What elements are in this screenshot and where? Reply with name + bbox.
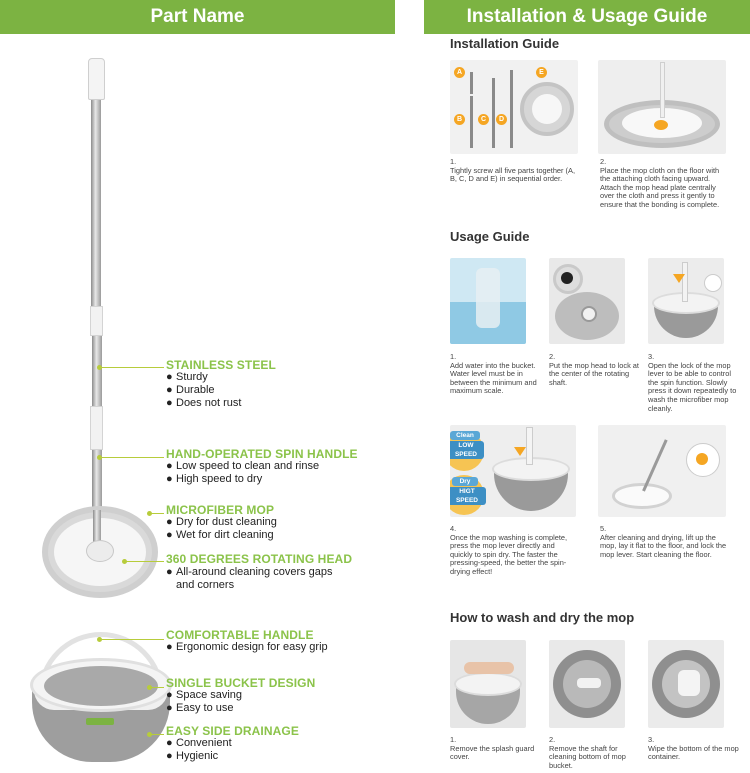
installation-heading: Installation Guide xyxy=(450,36,560,51)
leader-handle xyxy=(100,457,164,458)
feature-item: ● Ergonomic design for easy grip xyxy=(166,641,328,653)
feature-title: HAND-OPERATED SPIN HANDLE xyxy=(166,447,358,461)
leader-dot-head xyxy=(122,559,127,564)
part-d-rod xyxy=(510,70,513,148)
feature-item: ● Convenient xyxy=(166,737,232,749)
clean-label: Clean xyxy=(450,431,480,440)
part-b-rod xyxy=(470,96,473,148)
bucket-logo xyxy=(86,718,114,725)
usage-step-4: 4. Once the mop washing is complete, press the mop lever directly and quickly to spin dry. The faster the pressing-speed, the better the spin-drying effect! xyxy=(450,524,568,576)
hands xyxy=(464,662,514,674)
usage-lock-image xyxy=(549,258,625,344)
bucket-inner xyxy=(44,666,158,706)
low-speed-label: LOW SPEED xyxy=(450,441,484,459)
wash-step-2: 2. Remove the shaft for cleaning bottom of mop bucket. xyxy=(549,735,626,770)
wash-shaft-image xyxy=(549,640,625,728)
leader-dot-drain xyxy=(147,732,152,737)
part-c-rod xyxy=(492,78,495,148)
leader-steel xyxy=(100,367,164,368)
steel-pole-upper xyxy=(91,100,101,306)
lever-zoom xyxy=(704,274,722,292)
feature-item: ● Low speed to clean and rinse xyxy=(166,460,320,472)
usage-press-image xyxy=(648,258,724,344)
feature-item: ● High speed to dry xyxy=(166,473,263,485)
high-speed-label: HIGT SPEED xyxy=(450,487,486,505)
install-attach-image xyxy=(598,60,726,154)
wash-wipe-image xyxy=(648,640,724,728)
mop-lever-4 xyxy=(526,427,533,465)
leader-dot-bucket xyxy=(147,685,152,690)
install-parts-image xyxy=(450,60,578,154)
spin-handle-grip xyxy=(90,406,103,450)
feature-title: MICROFIBER MOP xyxy=(166,503,275,517)
leader-dot-comfort xyxy=(97,637,102,642)
leader-comfort xyxy=(100,639,164,640)
feature-item: ● All-around cleaning covers gaps xyxy=(166,566,333,578)
part-label-a: A xyxy=(454,67,465,78)
feature-item: ● Sturdy xyxy=(166,371,208,383)
feature-item: ● Space saving xyxy=(166,689,243,701)
leader-mop xyxy=(150,513,164,514)
usage-step-1: 1. Add water into the bucket. Water level must be in between the minimum and maximum scale. xyxy=(450,352,537,396)
feature-item: ● Dry for dust cleaning xyxy=(166,516,277,528)
guide-title: Installation & Usage Guide xyxy=(466,6,708,27)
install-step-2: 2. Place the mop cloth on the floor with the attaching cloth facing upward. Attach the mop head plate centrally over the cloth and press it gently to ensure that the bonding is complete. xyxy=(600,157,720,209)
install-step-1: 1. Tightly screw all five parts together (A, B, C, D and E) in sequential order. xyxy=(450,157,576,184)
usage-spin-image xyxy=(450,425,576,517)
feature-item: ● Easy to use xyxy=(166,702,234,714)
feature-item: ● Does not rust xyxy=(166,397,242,409)
press-indicator xyxy=(654,120,668,130)
leader-dot-steel xyxy=(97,365,102,370)
feature-item: ● Durable xyxy=(166,384,215,396)
usage-step-2: 2. Put the mop head to lock at the center of the rotating shaft. xyxy=(549,352,639,387)
wash-step-1: 1. Remove the splash guard cover. xyxy=(450,735,535,762)
leader-drain xyxy=(150,734,164,735)
wiping-cloth xyxy=(678,670,700,696)
leader-head xyxy=(125,561,164,562)
feature-item: and corners xyxy=(176,579,235,591)
wash-guard-image xyxy=(450,640,526,728)
pole-top-cap xyxy=(88,58,105,100)
press-down-arrow xyxy=(673,274,685,283)
usage-step-3: 3. Open the lock of the mop lever to be able to control the spin function. Slowly press it down repeatedly to wash the microfiber mop cleanly. xyxy=(648,352,737,413)
leader-dot-handle xyxy=(97,455,102,460)
rotating-shaft xyxy=(581,306,597,322)
shaft xyxy=(577,678,601,688)
part-label-b: B xyxy=(454,114,465,125)
mop-on-floor xyxy=(612,483,672,509)
leader-bucket xyxy=(150,687,164,688)
feature-title: EASY SIDE DRAINAGE xyxy=(166,724,299,738)
feature-item: ● Hygienic xyxy=(166,750,219,762)
usage-water-image xyxy=(450,258,526,344)
rotating-head-hub xyxy=(86,540,114,562)
feature-title: SINGLE BUCKET DESIGN xyxy=(166,676,316,690)
pole-connector xyxy=(90,306,103,336)
part-label-c: C xyxy=(478,114,489,125)
feature-item: ● Wet for dirt cleaning xyxy=(166,529,274,541)
mop-pole xyxy=(660,62,665,118)
usage-step-5: 5. After cleaning and drying, lift up the mop, lay it flat to the floor, and lock the mop lever. Start cleaning the floor. xyxy=(600,524,727,559)
part-a-rod xyxy=(470,72,473,94)
part-label-e: E xyxy=(536,67,547,78)
steel-pole-middle xyxy=(92,336,102,406)
wash-step-3: 3. Wipe the bottom of the mop container. xyxy=(648,735,739,762)
wash-heading: How to wash and dry the mop xyxy=(450,610,635,625)
spin-arrow xyxy=(514,447,526,456)
splash-guard xyxy=(454,672,522,696)
usage-clean-image xyxy=(598,425,726,517)
lock-hole xyxy=(561,272,573,284)
guide-banner xyxy=(424,0,750,34)
dry-label: Dry xyxy=(452,477,478,486)
part-label-d: D xyxy=(496,114,507,125)
leader-dot-mop xyxy=(147,511,152,516)
feature-title: STAINLESS STEEL xyxy=(166,358,276,372)
part-e-plate xyxy=(532,94,562,124)
part-name-title: Part Name xyxy=(150,6,245,27)
feature-title: COMFORTABLE HANDLE xyxy=(166,628,314,642)
lock-indicator xyxy=(696,453,708,465)
feature-title: 360 DEGREES ROTATING HEAD xyxy=(166,552,353,566)
bucket-shaft xyxy=(476,268,500,328)
usage-heading: Usage Guide xyxy=(450,229,530,244)
part-name-banner xyxy=(0,0,395,34)
